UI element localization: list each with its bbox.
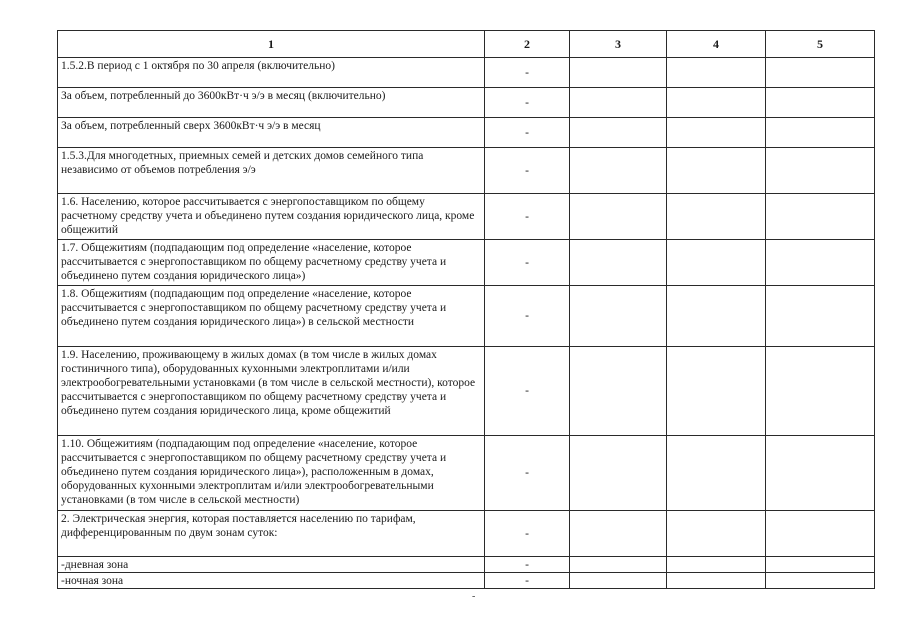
row-description: 2. Электрическая энергия, которая поставляется населению по тарифам, дифференцированным по двум зонам суток: (58, 511, 485, 557)
table-row (58, 436, 875, 511)
empty-cell (570, 436, 667, 511)
empty-cell (570, 511, 667, 557)
empty-cell (667, 511, 766, 557)
empty-cell (570, 573, 667, 589)
row-value: - (485, 557, 570, 573)
row-description: 1.10. Общежитиям (подпадающим под определение «население, которое рассчитывается с энергопоставщиком по общему расчетному средству учета и объединено путем создания юридического лица»), расположенным в домах, оборудованных кухонными электроплитам и/или электрообогревательными установками (в том числе в сельской местности) (58, 436, 485, 511)
table-row (58, 347, 875, 436)
empty-cell (766, 511, 875, 557)
row-value: - (485, 286, 570, 347)
table-row (58, 240, 875, 286)
empty-cell (766, 436, 875, 511)
empty-cell (667, 573, 766, 589)
table-row (58, 118, 875, 148)
column-header-1: 1 (58, 31, 485, 58)
empty-cell (766, 347, 875, 436)
row-value: - (485, 58, 570, 88)
empty-cell (766, 148, 875, 194)
empty-cell (570, 286, 667, 347)
empty-cell (570, 347, 667, 436)
row-description: 1.7. Общежитиям (подпадающим под определение «население, которое рассчитывается с энергопоставщиком по общему расчетному средству учета и объединено путем создания юридического лица») (58, 240, 485, 286)
page-mark: - (472, 591, 476, 602)
row-value: - (485, 240, 570, 286)
table-row (58, 286, 875, 347)
empty-cell (766, 573, 875, 589)
empty-cell (570, 118, 667, 148)
row-description: 1.9. Населению, проживающему в жилых домах (в том числе в жилых домах гостиничного типа), оборудованных кухонными электроплитами и/или электрообогревательными установками (в том числе в сельской местности), которое рассчитывается с энергопоставщиком по общему расчетному средству учета и объединено путем создания юридического лица, кроме общежитий (58, 347, 485, 436)
empty-cell (766, 557, 875, 573)
table-row (58, 573, 875, 589)
empty-cell (570, 194, 667, 240)
empty-cell (667, 557, 766, 573)
tariff-table (57, 30, 875, 589)
empty-cell (570, 88, 667, 118)
empty-cell (667, 240, 766, 286)
row-description: -ночная зона (58, 573, 485, 589)
table-row (58, 58, 875, 88)
empty-cell (667, 436, 766, 511)
empty-cell (667, 347, 766, 436)
column-header-3: 3 (570, 31, 667, 58)
empty-cell (667, 286, 766, 347)
empty-cell (766, 240, 875, 286)
column-header-5: 5 (766, 31, 875, 58)
row-description: 1.6. Населению, которое рассчитывается с энергопоставщиком по общему расчетному средству учета и объединено путем создания юридического лица, кроме общежитий (58, 194, 485, 240)
row-value: - (485, 194, 570, 240)
row-value: - (485, 88, 570, 118)
row-value: - (485, 148, 570, 194)
empty-cell (667, 148, 766, 194)
empty-cell (766, 118, 875, 148)
column-header-4: 4 (667, 31, 766, 58)
row-description: 1.5.2.В период с 1 октября по 30 апреля (включительно) (58, 58, 485, 88)
row-description: За объем, потребленный сверх 3600кВт·ч э/э в месяц (58, 118, 485, 148)
empty-cell (667, 88, 766, 118)
empty-cell (766, 286, 875, 347)
table-row (58, 557, 875, 573)
empty-cell (570, 148, 667, 194)
row-description: 1.5.3.Для многодетных, приемных семей и детских домов семейного типа независимо от объемов потребления э/э (58, 148, 485, 194)
empty-cell (667, 118, 766, 148)
table-row (58, 88, 875, 118)
column-header-2: 2 (485, 31, 570, 58)
row-description: -дневная зона (58, 557, 485, 573)
row-value: - (485, 347, 570, 436)
header-row (58, 31, 875, 58)
row-value: - (485, 436, 570, 511)
empty-cell (766, 88, 875, 118)
empty-cell (766, 194, 875, 240)
row-value: - (485, 573, 570, 589)
row-value: - (485, 118, 570, 148)
empty-cell (766, 58, 875, 88)
empty-cell (570, 557, 667, 573)
table-row (58, 194, 875, 240)
row-description: 1.8. Общежитиям (подпадающим под определение «население, которое рассчитывается с энергопоставщиком по общему расчетному средству учета и объединено путем создания юридического лица») в сельской местности (58, 286, 485, 347)
row-value: - (485, 511, 570, 557)
empty-cell (570, 58, 667, 88)
empty-cell (667, 194, 766, 240)
table-row (58, 148, 875, 194)
table-row (58, 511, 875, 557)
row-description: За объем, потребленный до 3600кВт·ч э/э в месяц (включительно) (58, 88, 485, 118)
empty-cell (667, 58, 766, 88)
empty-cell (570, 240, 667, 286)
